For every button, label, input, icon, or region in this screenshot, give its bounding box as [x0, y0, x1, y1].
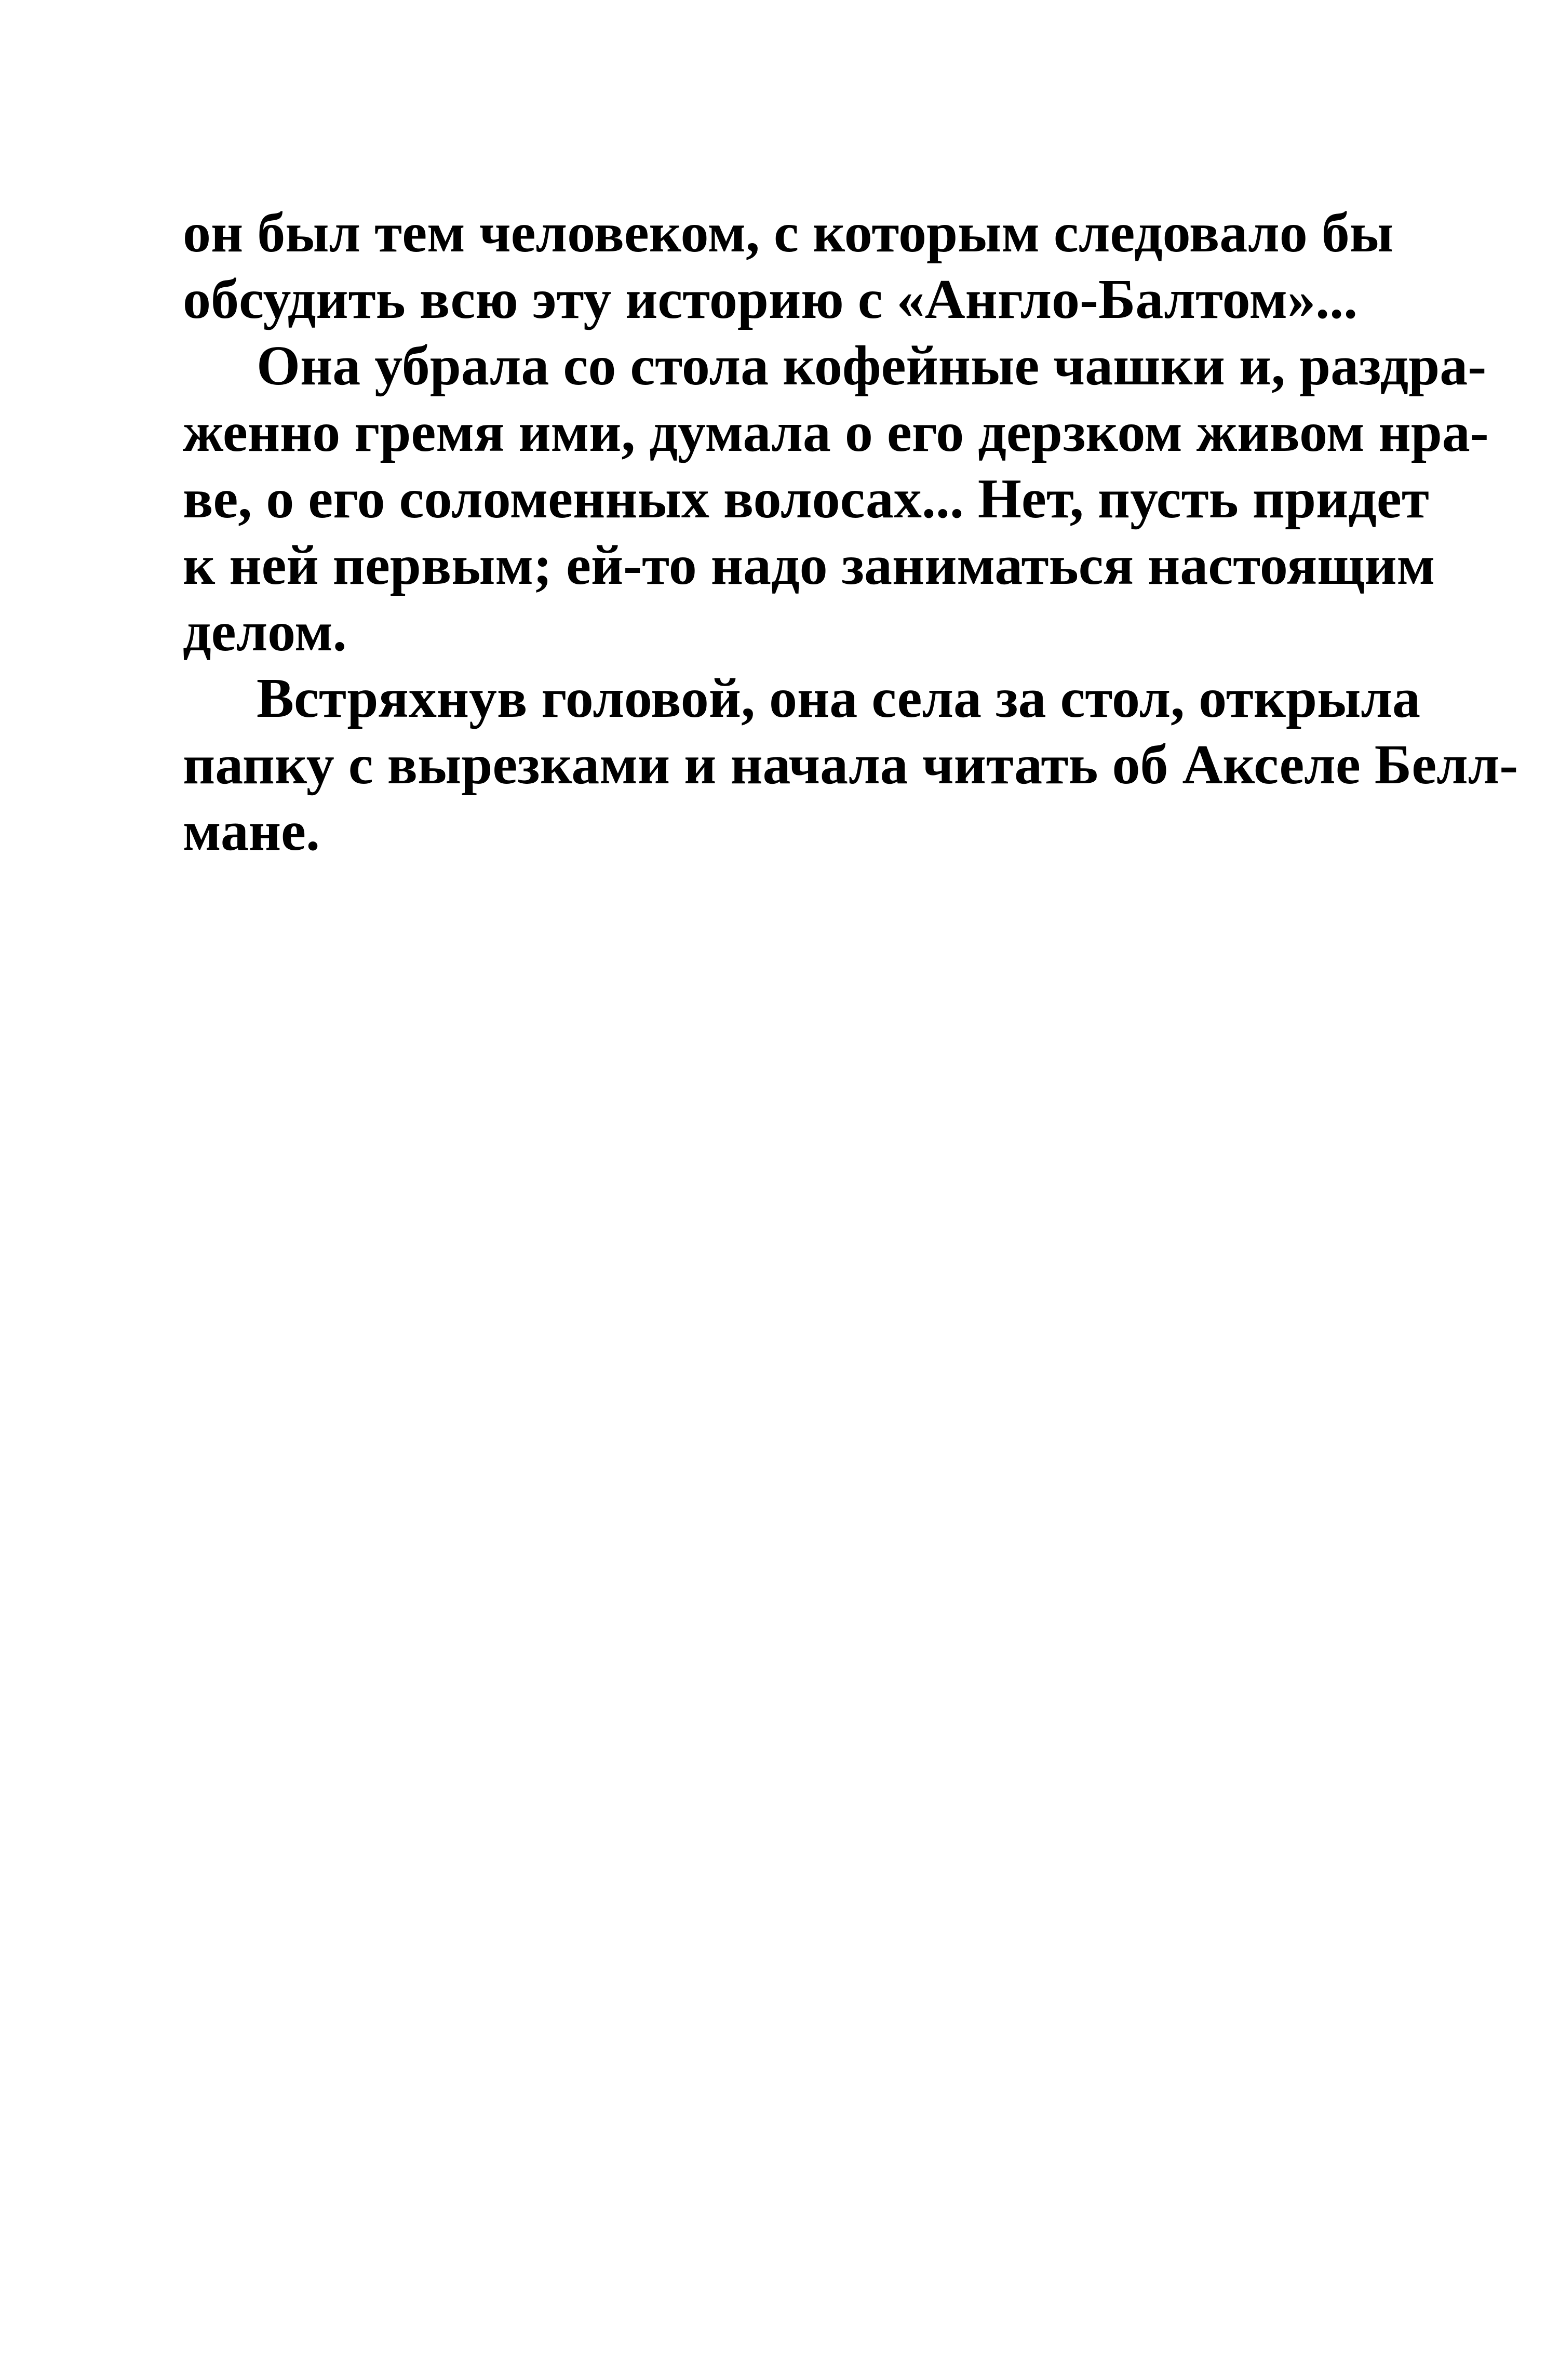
text-line: Встряхнув головой, она села за стол, открыла [257, 667, 1420, 729]
body-text [183, 200, 1518, 865]
text-line: ве, о его соломенных волосах... Нет, пусть придет [183, 468, 1429, 530]
text-line: Она убрала со стола кофейные чашки и, раздра- [257, 335, 1487, 397]
text-line: делом. [183, 601, 347, 663]
text-line: женно гремя ими, думала о его дерзком живом нра- [183, 402, 1489, 463]
text-line: к ней первым; ей-то надо заниматься настоящим [183, 534, 1435, 596]
text-line: папку с вырезками и начала читать об Акселе Белл- [183, 734, 1518, 796]
text-line: он был тем человеком, с которым следовало бы [183, 202, 1394, 264]
text-line: обсудить всю эту историю с «Англо-Балтом»... [183, 269, 1358, 330]
text-line: мане. [183, 800, 320, 862]
